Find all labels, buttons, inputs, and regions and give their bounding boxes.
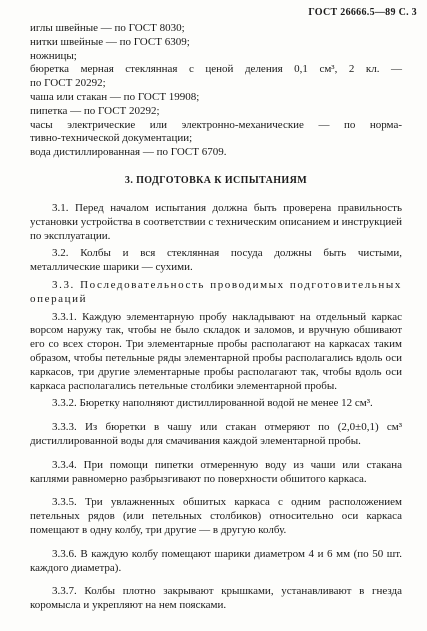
list-item: вода дистиллированная — по ГОСТ 6709. <box>30 146 227 159</box>
paragraph-3-2: 3.2. Колбы и вся стеклянная посуда должны быть чистыми, металлические шарики — сухими. <box>30 247 402 274</box>
paragraph-3-3-1: 3.3.1. Каждую элементарную пробу накладывают на отдельный каркас ворсом наружу так, чтобы не было складок и заломов, и вручную обшивают его со всех сторон. Три элементарные пробы располагают на каркасах таким образом, чтобы петельные ряды элементарной пробы располагались вдоль оси каркасов, три другие элементарные пробы располагают так, чтобы вдоль оси каркаса располагались петельные столбики элементарной пробы. <box>30 310 402 392</box>
document-body <box>30 22 402 617</box>
paragraph-3-3-5: 3.3.5. Три увлажненных обшитых каркаса с одним расположением петельных рядов (или петельных столбиков) относительно оси каркаса помещают в одну колбу, три другие — в другую колбу. <box>30 496 402 536</box>
list-item: по ГОСТ 20292; <box>30 77 106 90</box>
list-item: часы электрические или электронно-механические — по норма- <box>30 118 402 131</box>
list-item: чаша или стакан — по ГОСТ 19908; <box>30 90 200 103</box>
paragraph-3-3: 3.3. Последовательность проводимых подготовительных операций <box>30 278 402 305</box>
list-item: иглы швейные — по ГОСТ 8030; <box>30 22 185 34</box>
page-header: ГОСТ 26666.5—89 С. 3 <box>308 7 417 18</box>
list-item: тивно-технической документации; <box>30 132 193 145</box>
list-item: нитки швейные — по ГОСТ 6309; <box>30 35 190 48</box>
paragraph-3-1: 3.1. Перед началом испытания должна быть проверена правильность установки устройства в соответствии с техническим описанием и инструкцией по эксплуатации. <box>30 201 402 242</box>
list-item: пипетка — по ГОСТ 20292; <box>30 104 160 117</box>
paragraph-3-3-4: 3.3.4. При помощи пипетки отмеренную воду из чаши или стакана каплями равномерно разбрызгивают по поверхности обшитого каркаса. <box>30 458 402 485</box>
paragraph-3-3-2: 3.3.2. Бюретку наполняют дистиллированной водой не менее 12 см³. <box>52 397 373 410</box>
list-item: ножницы; <box>30 49 77 62</box>
paragraph-3-3-3: 3.3.3. Из бюретки в чашу или стакан отмеряют по (2,0±0,1) см³ дистиллированной воды для смачивания каждой элементарной пробы. <box>30 421 402 447</box>
section-title: 3. ПОДГОТОВКА К ИСПЫТАНИЯМ <box>124 174 308 186</box>
paragraph-3-3-7: 3.3.7. Колбы плотно закрывают крышками, устанавливают в гнезда коромысла и укрепляют на нем поясками. <box>30 585 402 612</box>
list-item: бюретка мерная стеклянная с ценой деления 0,1 см³, 2 кл. — <box>30 63 402 76</box>
paragraph-3-3-6: 3.3.6. В каждую колбу помещают шарики диаметром 4 и 6 мм (по 50 шт. каждого диаметра). <box>30 547 402 574</box>
